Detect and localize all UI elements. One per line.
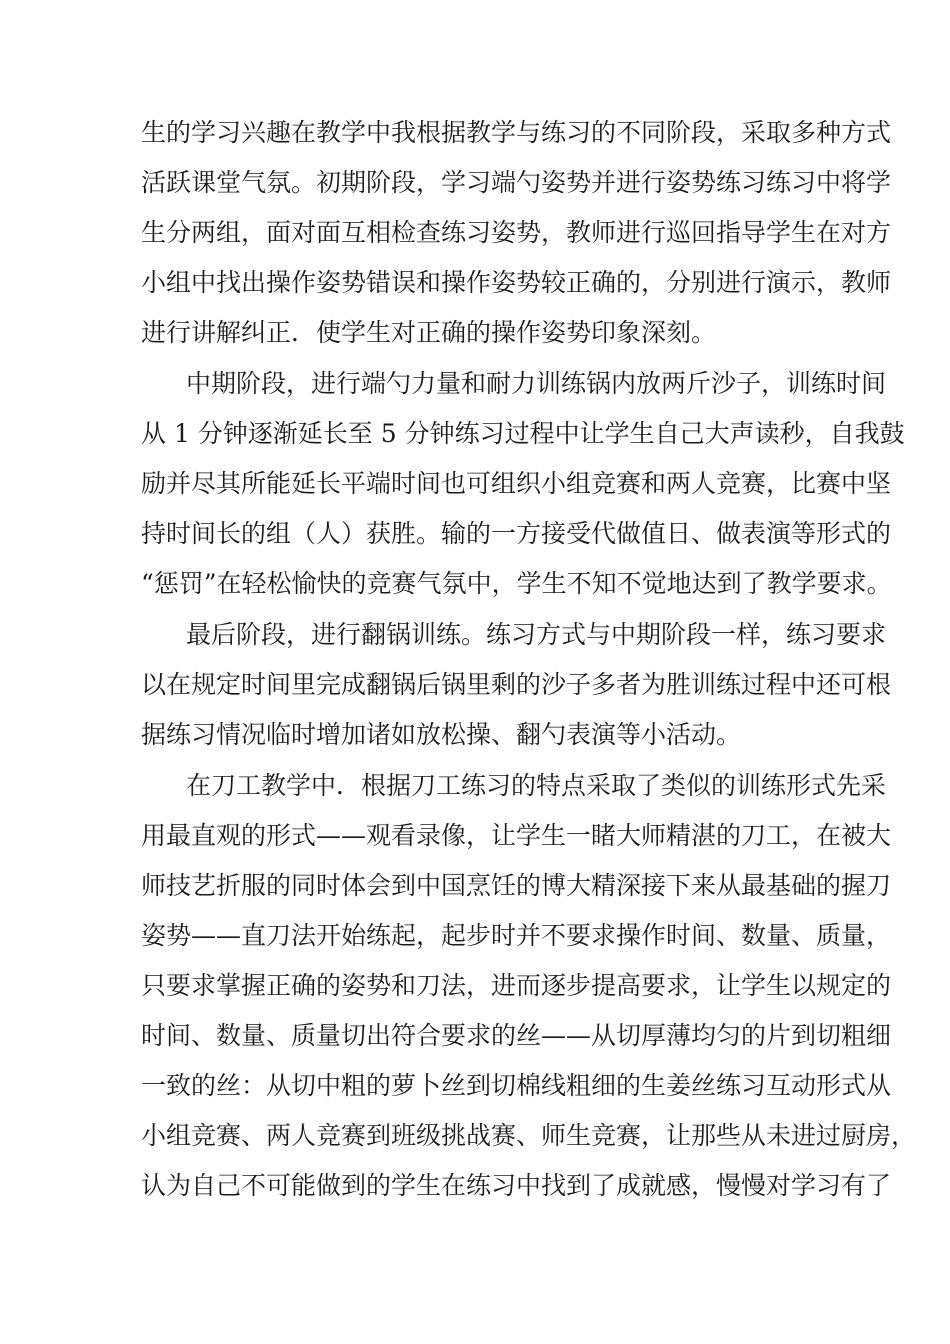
- text-line: 生分两组，面对面互相检查练习姿势，教师进行巡回指导学生在对方: [141, 218, 892, 247]
- text-line: 活跃课堂气氛。初期阶段，学习端勺姿势并进行姿势练习练习中将学: [141, 168, 892, 197]
- text-line: 一致的丝：从切中粗的萝卜丝到切棉线粗细的生姜丝练习互动形式从: [141, 1071, 892, 1100]
- text-line: 生的学习兴趣在教学中我根据教学与练习的不同阶段，采取多种方式: [141, 118, 892, 147]
- text-line: 认为自己不可能做到的学生在练习中找到了成就感，慢慢对学习有了: [141, 1171, 892, 1200]
- text-line: 持时间长的组（人）获胜。输的一方接受代做值日、做表演等形式的: [141, 519, 892, 548]
- text-line: 小组竞赛、两人竞赛到班级挑战赛、师生竞赛，让那些从未进过厨房，: [141, 1121, 917, 1150]
- text-line: 用最直观的形式——观看录像，让学生一睹大师精湛的刀工，在被大: [141, 821, 892, 850]
- paragraph-first-line: 中期阶段，进行端勺力量和耐力训练锅内放两斤沙子，训练时间: [186, 369, 887, 398]
- text-line: 据练习情况临时增加诸如放松操、翻勺表演等小活动。: [141, 720, 742, 749]
- text-line: 时间、数量、质量切出符合要求的丝——从切厚薄均匀的片到切粗细: [141, 1021, 892, 1050]
- text-line: 小组中找出操作姿势错误和操作姿势较正确的，分别进行演示，教师: [141, 268, 892, 297]
- paragraph-first-line: 最后阶段，进行翻锅训练。练习方式与中期阶段一样，练习要求: [186, 620, 887, 649]
- text-line: 师技艺折服的同时体会到中国烹饪的博大精深接下来从最基础的握刀: [141, 871, 892, 900]
- text-line: 进行讲解纠正．使学生对正确的操作姿势印象深刻。: [141, 318, 717, 347]
- text-line: 只要求掌握正确的姿势和刀法，进而逐步提高要求，让学生以规定的: [141, 971, 892, 1000]
- text-line: 以在规定时间里完成翻锅后锅里剩的沙子多者为胜训练过程中还可根: [141, 670, 892, 699]
- text-line: 励并尽其所能延长平端时间也可组织小组竞赛和两人竞赛，比赛中坚: [141, 469, 892, 498]
- text-line: 姿势——直刀法开始练起，起步时并不要求操作时间、数量、质量，: [141, 921, 892, 950]
- paragraph-first-line: 在刀工教学中．根据刀工练习的特点采取了类似的训练形式先采: [186, 771, 887, 800]
- text-line: “惩罚”在轻松愉快的竞赛气氛中，学生不知不觉地达到了教学要求。: [141, 569, 892, 598]
- text-line: 从 1 分钟逐渐延长至 5 分钟练习过程中让学生自己大声读秒，自我鼓: [141, 419, 905, 448]
